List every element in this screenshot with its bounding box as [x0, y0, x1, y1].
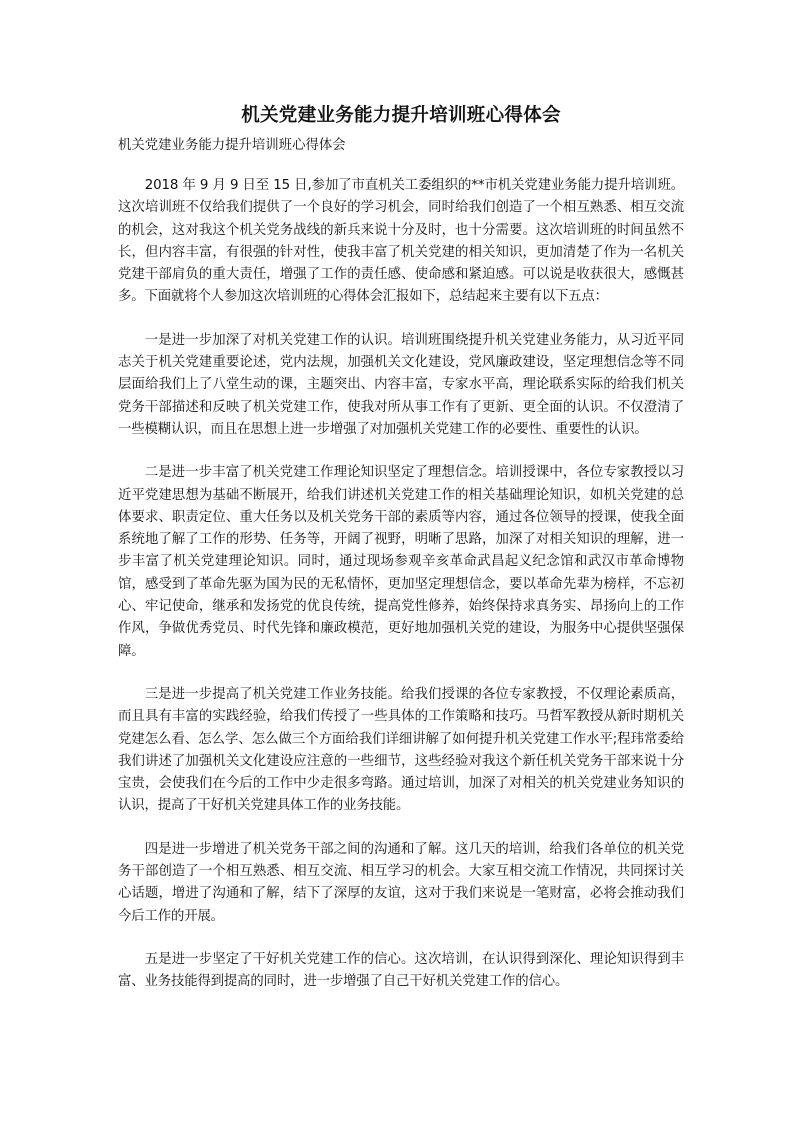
paragraph-point-five: 五是进一步坚定了干好机关党建工作的信心。这次培训，在认识得到深化、理论知识得到丰富、业务技能得到提高的同时，进一步增强了自己干好机关党建工作的信心。	[118, 951, 684, 990]
paragraph-intro: 2018 年 9 月 9 日至 15 日,参加了市直机关工委组织的**市机关党建业务能力提升培训班。这次培训班不仅给我们提供了一个良好的学习机会，同时给我们创造了一个相互熟悉、相互交流的机会，这对我这个机关党务战线的新兵来说十分及时，也十分需要。这次培训班的时间虽然不长，但内容丰富，有很强的针对性，使我丰富了机关党建的相关知识，更加清楚了作为一名机关党建干部肩负的重大责任，增强了工作的责任感、使命感和紧迫感。可以说是收获很大，感慨甚多。下面就将个人参加这次培训班的心得体会汇报如下，总结起来主要有以下五点：	[118, 178, 684, 305]
paragraph-point-one: 一是进一步加深了对机关党建工作的认识。培训班围绕提升机关党建业务能力，从习近平同志关于机关党建重要论述，党内法规，加强机关文化建设，党风廉政建设，坚定理想信念等不同层面给我们上了八堂生动的课，主题突出、内容丰富，专家水平高，理论联系实际的给我们机关党务干部描述和反映了机关党建工作，使我对所从事工作有了更新、更全面的认识。不仅澄清了一些模糊认识，而且在思想上进一步增强了对加强机关党建工作的必要性、重要性的认识。	[118, 332, 684, 437]
document-subtitle: 机关党建业务能力提升培训班心得体会	[118, 138, 346, 153]
document-title: 机关党建业务能力提升培训班心得体会	[241, 105, 561, 126]
document-page	[118, 103, 684, 1015]
paragraph-point-two: 二是进一步丰富了机关党建工作理论知识坚定了理想信念。培训授课中，各位专家教授以习近平党建思想为基础不断展开，给我们讲述机关党建工作的相关基础理论知识，如机关党建的总体要求、职责定位、重大任务以及机关党务干部的素质等内容，通过各位领导的授课，使我全面系统地了解了工作的形势、任务等，开阔了视野，明晰了思路，加深了对相关知识的理解，进一步丰富了机关党建理论知识。同时，通过现场参观辛亥革命武昌起义纪念馆和武汉市革命博物馆，感受到了革命先驱为国为民的无私情怀，更加坚定理想信念，要以革命先辈为榜样，不忘初心、牢记使命，继承和发扬党的优良传统，提高党性修养，始终保持求真务实、昂扬向上的工作作风，争做优秀党员、时代先锋和廉政模范，更好地加强机关党的建设，为服务中心提供坚强保障。	[118, 465, 684, 659]
paragraph-point-three: 三是进一步提高了机关党建工作业务技能。给我们授课的各位专家教授，不仅理论素质高，而且具有丰富的实践经验，给我们传授了一些具体的工作策略和技巧。马哲军教授从新时期机关党建怎么看、怎么学、怎么做三个方面给我们详细讲解了如何提升机关党建工作水平;程玮常委给我们讲述了加强机关文化建设应注意的一些细节，这些经验对我这个新任机关党务干部来说十分宝贵，会使我们在今后的工作中少走很多弯路。通过培训，加深了对相关的机关党建业务知识的认识，提高了干好机关党建具体工作的业务技能。	[118, 686, 684, 814]
paragraph-point-four: 四是进一步增进了机关党务干部之间的沟通和了解。这几天的培训，给我们各单位的机关党务干部创造了一个相互熟悉、相互交流、相互学习的机会。大家互相交流工作情况，共同探讨关心话题，增进了沟通和了解，结下了深厚的友谊，这对于我们来说是一笔财富，必将会推动我们今后工作的开展。	[118, 841, 684, 924]
